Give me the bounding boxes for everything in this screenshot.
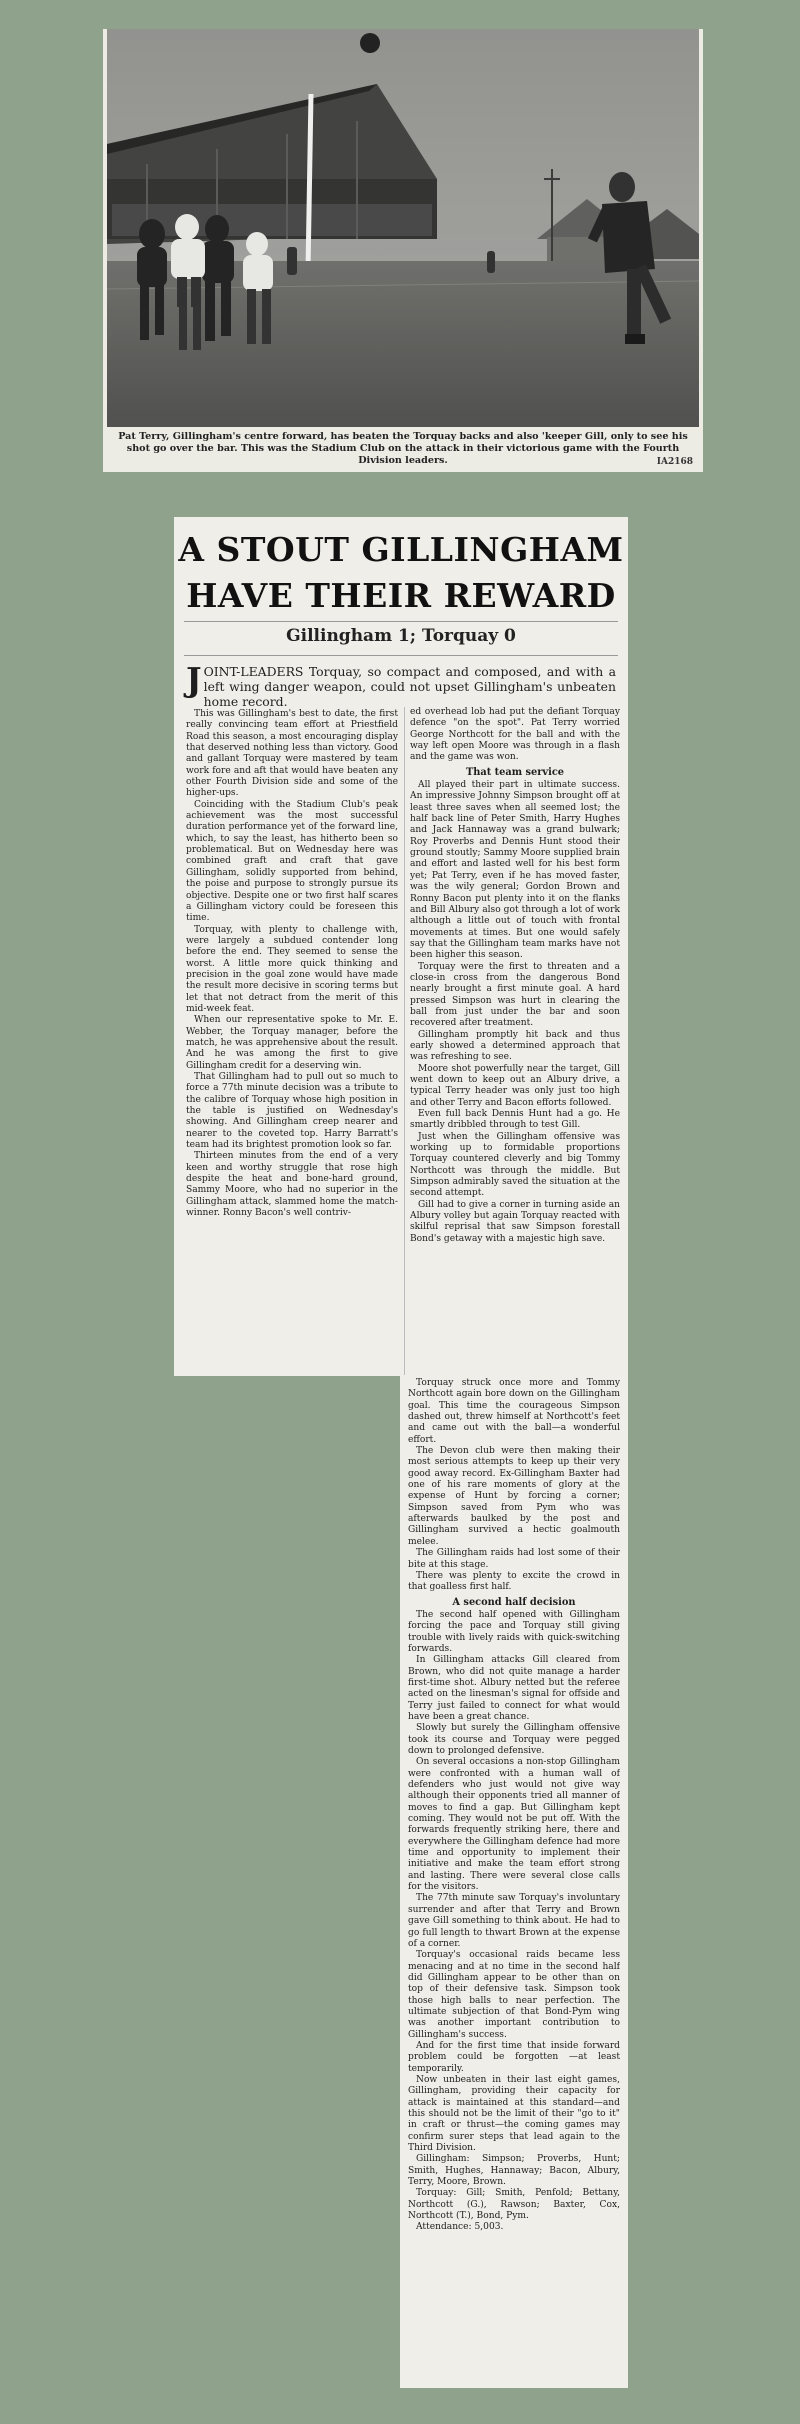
paragraph: Now unbeaten in their last eight games, Gillingham, providing their capacity for attack is maintained at this standard—and this should not be the limit of their "go to it" in craft or thrust—the coming games may confirm surer steps that lead again to the Third Division.: [408, 2074, 620, 2154]
article-clipping-main: [174, 517, 628, 1376]
lead-paragraph: [186, 660, 616, 709]
paragraph: Torquay's occasional raids became less menacing and at no time in the second half did Gillingham appear to be other than on top of their defensive task. Simpson took those high balls to near perfection. The ultimate subjection of that Bond-Pym wing was another important contribution to Gillingham's success.: [408, 1950, 620, 2040]
headline: [174, 527, 628, 619]
paragraph: When our representative spoke to Mr. E. Webber, the Torquay manager, before the match, he was apprehensive about the result. And he was among the first to give Gillingham credit for a deserving win.: [186, 1015, 398, 1071]
paragraph: ed overhead lob had put the defiant Torquay defence "on the spot". Pat Terry worried George Northcott for the ball and with the way left open Moore was through in a flash and the game was won.: [410, 707, 620, 763]
paragraph: Just when the Gillingham offensive was working up to formidable proportions Torquay countered cleverly and big Tommy Northcott was through the middle. But Simpson admirably saved the situation at the second attempt.: [410, 1131, 620, 1199]
paragraph: This was Gillingham's best to date, the first really convincing team effort at Priestfield Road this season, a most encouraging display that deserved nothing less than victory. Good and gallant Torquay were mastered by team work fore and aft that would have beaten any other Fourth Division side and some of the higher-ups.: [186, 709, 398, 799]
crosshead-second-half: A second half decision: [452, 1596, 576, 1608]
headline-rule: [184, 621, 618, 622]
column-divider: [404, 707, 405, 1375]
paragraph: Slowly but surely the Gillingham offensive took its course and Torquay were pegged down to prolonged defensive.: [408, 1723, 620, 1756]
headline-line-2: HAVE THEIR REWARD: [186, 576, 616, 615]
right-column-top: [410, 707, 620, 1373]
lead-text: OINT-LEADERS Torquay, so compact and composed, and with a left wing danger weapon, could not upset Gillingham's unbeaten home record.: [203, 664, 616, 709]
match-photo-illustration: [107, 29, 699, 427]
paragraph: Moore shot powerfully near the target, Gill went down to keep out an Albury drive, a typical Terry header was only just too high and other Terry and Bacon efforts followed.: [410, 1063, 620, 1108]
paragraph: Coinciding with the Stadium Club's peak achievement was the most successful duration performance yet of the forward line, which, to say the least, has hitherto been so problematical. But on Wednesday here was combined graft and craft that gave Gillingham, solidly supported from behind, the poise and purpose to strongly pursue its objective. Despite one or two first half scares a Gillingham victory could be foreseen this time.: [186, 799, 398, 924]
photo-reference-number: IA2168: [656, 457, 693, 467]
headline-line-1: A STOUT GILLINGHAM: [178, 530, 624, 569]
paragraph: There was plenty to excite the crowd in that goalless first half.: [408, 1570, 620, 1593]
paragraph: Torquay struck once more and Tommy Northcott again bore down on the Gillingham goal. This time the courageous Simpson dashed out, threw himself at Northcott's feet and came out with the ball—a wonderful effort.: [408, 1378, 620, 1445]
paragraph: The 77th minute saw Torquay's involuntary surrender and after that Terry and Brown gave Gill something to think about. He had to go full length to thwart Brown at the expense of a corner.: [408, 1893, 620, 1949]
paragraph: The second half opened with Gillingham forcing the pace and Torquay still giving trouble with lively raids with quick-switching forwards.: [408, 1609, 620, 1654]
left-column: [186, 709, 398, 1373]
article-clipping-continuation: [400, 1376, 628, 2388]
paragraph: Gillingham promptly hit back and thus early showed a determined approach that was refreshing to see.: [410, 1029, 620, 1063]
paragraph: That Gillingham had to pull out so much to force a 77th minute decision was a tribute to the calibre of Torquay whose high position in the table is justified on Wednesday's showing. And Gillingham creep nearer and nearer to the coveted top. Harry Barratt's team had its brightest promotion look so far.: [186, 1072, 398, 1151]
attendance: Attendance: 5,003.: [416, 2222, 504, 2233]
paragraph: All played their part in ultimate success. An impressive Johnny Simpson brought off at least three saves when all seemed lost; the half back line of Peter Smith, Harry Hughes and Jack Hannaway was a grand bulwark; Roy Proverbs and Dennis Hunt stood their ground stoutly; Sammy Moore supplied brain and effort and lasted well for his best form yet; Pat Terry, even if he has moved faster, was the wily general; Gordon Brown and Ronny Bacon put plenty into it on the flanks and Bill Albury also got through a lot of work although a little out of touch with frontal movements at times. But one would safely say that the Gillingham team marks have not been higher this season.: [410, 780, 620, 961]
paragraph: Torquay, with plenty to challenge with, were largely a subdued contender long before the end. They seemed to sense the worst. A little more quick thinking and precision in the goal zone would have made the result more decisive in scoring terms but let that not detract from the merit of this mid-week feat.: [186, 924, 398, 1014]
paragraph: Even full back Dennis Hunt had a go. He smartly dribbled through to test Gill.: [410, 1109, 620, 1131]
drop-cap: J: [186, 660, 202, 699]
paragraph: In Gillingham attacks Gill cleared from Brown, who did not quite manage a harder first-time shot. Albury netted but the referee acted on the linesman's signal for offside and Terry just failed to connect for what would have been a great chance.: [408, 1655, 620, 1722]
photo-clipping: [103, 29, 703, 472]
paragraph: The Gillingham raids had lost some of their bite at this stage.: [408, 1548, 620, 1570]
score-rule: [184, 655, 618, 656]
score-line: Gillingham 1; Torquay 0: [286, 626, 516, 646]
crosshead-team-service: That team service: [465, 766, 565, 778]
paragraph: Thirteen minutes from the end of a very keen and worthy struggle that rose high despite the heat and bone-hard ground, Sammy Moore, who had no superior in the Gillingham attack, slammed home the match-winner. Ronny Bacon's well contriv-: [186, 1151, 398, 1219]
photo-caption: Pat Terry, Gillingham's centre forward, has beaten the Torquay backs and also 'keeper Gill, only to see his shot go over the bar. This was the Stadium Club on the attack in their victorious game with the Fourth Division leaders.: [118, 431, 688, 466]
paragraph: Gill had to give a corner in turning aside an Albury volley but again Torquay reacted with skilful reprisal that saw Simpson forestall Bond's getaway with a majestic high save.: [410, 1199, 620, 1244]
paragraph: On several occasions a non-stop Gillingham were confronted with a human wall of defenders who just would not give way although their opponents tried all manner of moves to find a gap. But Gillingham kept coming. They would not be put off. With the forwards frequently striking here, there and everywhere the Gillingham defence had more time and opportunity to implement their initiative and make the team effort strong and lasting. There were several close calls for the visitors.: [408, 1757, 620, 1893]
team-line-torquay: Torquay: Gill; Smith, Penfold; Bettany, Northcott (G.), Rawson; Baxter, Cox, Northcott (T.), Bond, Pym.: [408, 2188, 620, 2222]
paragraph: And for the first time that inside forward problem could be forgotten —at least temporarily.: [408, 2040, 620, 2074]
continuation-column: [408, 1378, 620, 2384]
match-photo: [107, 29, 699, 427]
paragraph: Torquay were the first to threaten and a close-in cross from the dangerous Bond nearly brought a first minute goal. A hard pressed Simpson was hurt in clearing the ball from just under the bar and soon recovered after treatment.: [410, 961, 620, 1029]
paragraph: The Devon club were then making their most serious attempts to keep up their very good away record. Ex-Gillingham Baxter had one of his rare moments of glory at the expense of Hunt by forcing a corner; Simpson saved from Pym who was afterwards baulked by the post and Gillingham survived a hectic goalmouth melee.: [408, 1446, 620, 1547]
team-line-gillingham: Gillingham: Simpson; Proverbs, Hunt; Smith, Hughes, Hannaway; Bacon, Albury, Terry, Moore, Brown.: [408, 2154, 620, 2188]
